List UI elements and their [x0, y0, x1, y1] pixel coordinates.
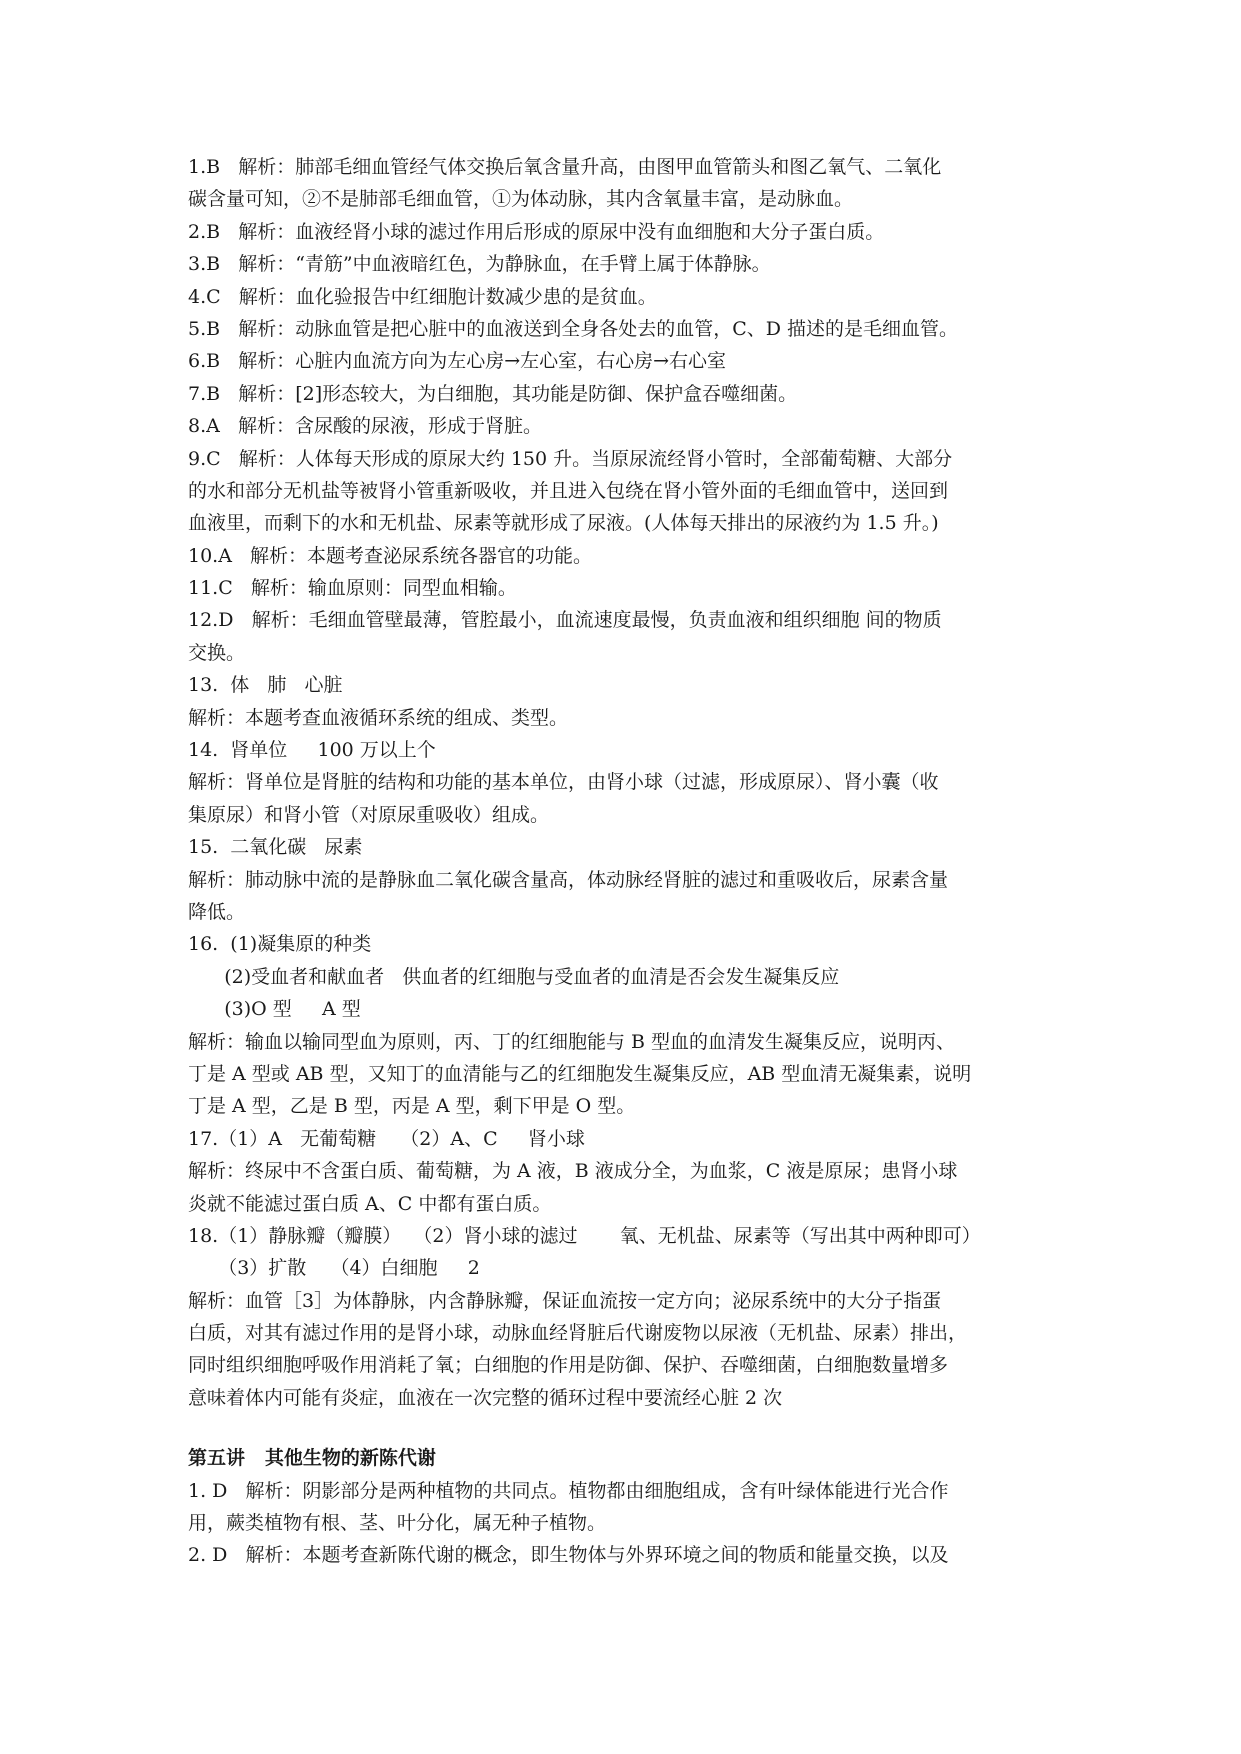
text-line: 用，蕨类植物有根、茎、叶分化，属无种子植物。 [188, 1512, 607, 1535]
text-line: 丁是 A 型或 AB 型，又知丁的血清能与乙的红细胞发生凝集反应，AB 型血清无凝集素，说明 [188, 1062, 972, 1085]
text-line: 意味着体内可能有炎症，血液在一次完整的循环过程中要流经心脏 2 次 [188, 1386, 783, 1409]
text-line: 血液里，而剩下的水和无机盐、尿素等就形成了尿液。(人体每天排出的尿液约为 1.5 升。) [188, 512, 939, 535]
text-line: 18.（1）静脉瓣（瓣膜） （2）肾小球的滤过 氧、无机盐、尿素等（写出其中两种即可） [188, 1224, 981, 1247]
text-line: 丁是 A 型，乙是 B 型，丙是 A 型，剩下甲是 O 型。 [188, 1095, 636, 1118]
text-line: 解析：输血以输同型血为原则，丙、丁的红细胞能与 B 型血的血清发生凝集反应，说明丙、 [188, 1030, 956, 1053]
text-line: 12.D 解析：毛细血管壁最薄，管腔最小，血流速度最慢，负责血液和组织细胞 间的物质 [188, 609, 942, 632]
text-line: 解析：血管［3］为体静脉，内含静脉瓣，保证血流按一定方向；泌尿系统中的大分子指蛋 [188, 1289, 942, 1312]
text-line: 降低。 [188, 900, 246, 923]
text-line: 10.A 解析：本题考查泌尿系统各器官的功能。 [188, 544, 593, 567]
text-line: 6.B 解析：心脏内血流方向为左心房→左心室，右心房→右心室 [188, 350, 727, 373]
section-spacer [188, 1414, 1068, 1442]
text-line: 15. 二氧化碳 尿素 [188, 836, 363, 859]
text-line: 3.B 解析：“青筋”中血液暗红色，为静脉血，在手臂上属于体静脉。 [188, 253, 771, 276]
text-line: 解析：肾单位是肾脏的结构和功能的基本单位，由肾小球（过滤，形成原尿）、肾小囊（收 [188, 771, 939, 794]
text-line: 17.（1）A 无葡萄糖 （2）A、C 肾小球 [188, 1127, 585, 1150]
text-line: 解析：终尿中不含蛋白质、葡萄糖，为 A 液，B 液成分全，为血浆，C 液是原尿；患肾小球 [188, 1160, 958, 1183]
text-line: 炎就不能滤过蛋白质 A、C 中都有蛋白质。 [188, 1192, 552, 1215]
text-line: 解析：本题考查血液循环系统的组成、类型。 [188, 706, 569, 729]
text-line: 碳含量可知，②不是肺部毛细血管，①为体动脉，其内含氧量丰富，是动脉血。 [188, 188, 854, 211]
text-line: 解析：肺动脉中流的是静脉血二氧化碳含量高，体动脉经肾脏的滤过和重吸收后，尿素含量 [188, 868, 949, 891]
answer-text-block [188, 151, 1068, 1572]
text-line: 4.C 解析：血化验报告中红细胞计数减少患的是贫血。 [188, 285, 657, 308]
section-heading: 第五讲 其他生物的新陈代谢 [188, 1447, 436, 1470]
text-line: 1.B 解析：肺部毛细血管经气体交换后氧含量升高，由图甲血管箭头和图乙氧气、二氧化 [188, 156, 942, 178]
text-line: 16. (1)凝集原的种类 [188, 933, 372, 956]
text-line: 的水和部分无机盐等被肾小管重新吸收，并且进入包绕在肾小管外面的毛细血管中，送回到 [188, 479, 949, 502]
text-line: 9.C 解析：人体每天形成的原尿大约 150 升。当原尿流经肾小管时，全部葡萄糖、大部分 [188, 447, 953, 470]
text-line: 13. 体 肺 心脏 [188, 674, 343, 697]
text-line: 2. D 解析：本题考查新陈代谢的概念，即生物体与外界环境之间的物质和能量交换，以及 [188, 1544, 949, 1567]
text-line: 14. 肾单位 100 万以上个 [188, 739, 436, 762]
text-line: 5.B 解析：动脉血管是把心脏中的血液送到全身各处去的血管，C、D 描述的是毛细血管。 [188, 317, 959, 340]
text-line: 白质，对其有滤过作用的是肾小球，动脉血经肾脏后代谢废物以尿液（无机盐、尿素）排出， [188, 1322, 968, 1345]
text-line: (2)受血者和献血者 供血者的红细胞与受血者的血清是否会发生凝集反应 [188, 965, 840, 988]
text-line: 集原尿）和肾小管（对原尿重吸收）组成。 [188, 803, 550, 826]
text-line: 8.A 解析：含尿酸的尿液，形成于肾脏。 [188, 415, 542, 438]
text-line: 交换。 [188, 641, 246, 664]
text-line: (3)O 型 A 型 [188, 998, 361, 1021]
text-line: 11.C 解析：输血原则：同型血相输。 [188, 577, 517, 600]
text-line: （3）扩散 （4）白细胞 2 [188, 1257, 480, 1280]
text-line: 7.B 解析：[2]形态较大，为白细胞，其功能是防御、保护盒吞噬细菌。 [188, 382, 798, 405]
text-line: 2.B 解析：血液经肾小球的滤过作用后形成的原尿中没有血细胞和大分子蛋白质。 [188, 220, 885, 243]
text-line: 1. D 解析：阴影部分是两种植物的共同点。植物都由细胞组成，含有叶绿体能进行光合作 [188, 1479, 949, 1502]
text-line: 同时组织细胞呼吸作用消耗了氧；白细胞的作用是防御、保护、吞噬细菌，白细胞数量增多 [188, 1354, 949, 1377]
